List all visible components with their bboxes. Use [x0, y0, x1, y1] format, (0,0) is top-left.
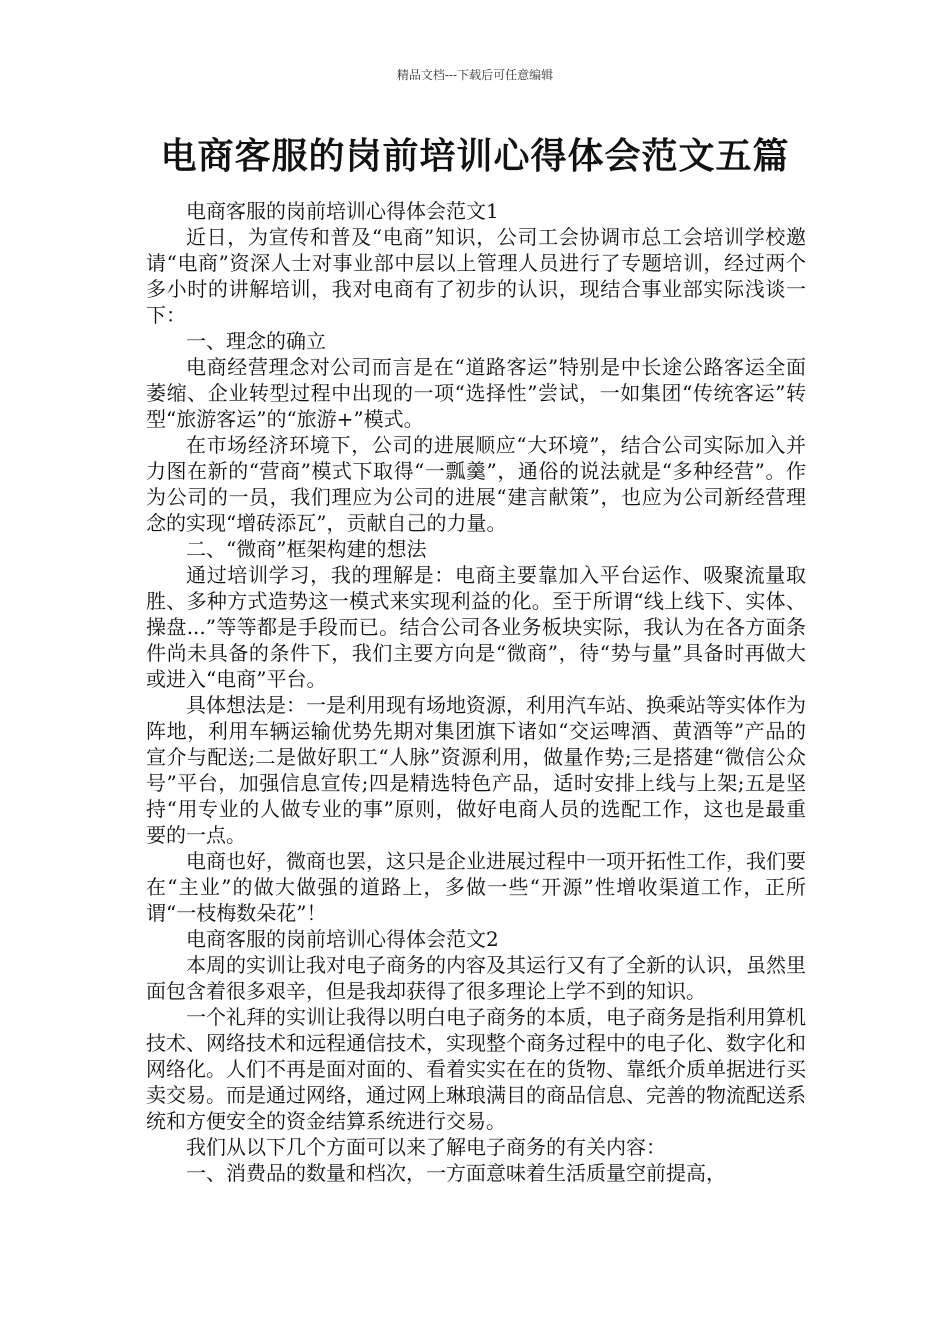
subheading-essay-1: 电商客服的岗前培训心得体会范文1 — [186, 199, 499, 223]
paragraph: 一、消费品的数量和档次，一方面意味着生活质量空前提高， — [186, 1161, 726, 1185]
page-header-note: 精品文档---下载后可任意编辑 — [396, 68, 554, 82]
paragraph: 近日，为宣传和普及“电商”知识，公司工会协调市总工会培训学校邀请“电商”资深人士对事业部中层以上管理人员进行了专题培训，经过两个多小时的讲解培训，我对电商有了初步的认识，现结合事业部实际浅谈一下： — [146, 225, 806, 327]
paragraph: 具体想法是：一是利用现有场地资源，利用汽车站、换乘站等实体作为阵地，利用车辆运输优势先期对集团旗下诸如“交运啤酒、黄酒等”产品的宣介与配送;二是做好职工“人脉”资源利用，做量作势;三是搭建“微信公众号”平台，加强信息宣传;四是精选特色产品，适时安排上线与上架;五是坚持“用专业的人做专业的事”原则，做好电商人员的选配工作，这也是最重要的一点。 — [146, 693, 806, 847]
section-heading: 一、理念的确立 — [186, 329, 326, 353]
paragraph: 电商也好，微商也罢，这只是企业进展过程中一项开拓性工作，我们要在“主业”的做大做强的道路上，多做一些“开源”性增收渠道工作，正所谓“一枝梅数朵花”！ — [146, 849, 806, 925]
paragraph: 我们从以下几个方面可以来了解电子商务的有关内容： — [186, 1135, 666, 1159]
paragraph: 通过培训学习，我的理解是：电商主要靠加入平台运作、吸聚流量取胜、多种方式造势这一模式来实现利益的化。至于所谓“线上线下、实体、操盘...”等等都是手段而已。结合公司各业务板块实际，我认为在各方面条件尚未具备的条件下，我们主要方向是“微商”，待“势与量”具备时再做大或进入“电商”平台。 — [146, 563, 806, 691]
subheading-essay-2: 电商客服的岗前培训心得体会范文2 — [186, 927, 499, 951]
paragraph: 本周的实训让我对电子商务的内容及其运行又有了全新的认识，虽然里面包含着很多艰辛，但是我却获得了很多理论上学不到的知识。 — [146, 953, 806, 1003]
document-title: 电商客服的岗前培训心得体会范文五篇 — [160, 136, 790, 177]
paragraph: 在市场经济环境下，公司的进展顺应“大环境”，结合公司实际加入并力图在新的“营商”模式下取得“一瓢羹”，通俗的说法就是“多种经营”。作为公司的一员，我们理应为公司的进展“建言献策”，也应为公司新经营理念的实现“增砖添瓦”，贡献自己的力量。 — [146, 433, 806, 535]
paragraph: 一个礼拜的实训让我得以明白电子商务的本质，电子商务是指利用算机技术、网络技术和远程通信技术，实现整个商务过程中的电子化、数字化和网络化。人们不再是面对面的、看着实实在在的货物、靠纸介质单据进行买卖交易。而是通过网络，通过网上琳琅满目的商品信息、完善的物流配送系统和方便安全的资金结算系统进行交易。 — [146, 1005, 806, 1133]
paragraph: 电商经营理念对公司而言是在“道路客运”特别是中长途公路客运全面萎缩、企业转型过程中出现的一项“选择性”尝试，一如集团“传统客运”转型“旅游客运”的“旅游+”模式。 — [146, 355, 806, 431]
document-body — [146, 198, 806, 1186]
section-heading: 二、“微商”框架构建的想法 — [186, 537, 427, 561]
